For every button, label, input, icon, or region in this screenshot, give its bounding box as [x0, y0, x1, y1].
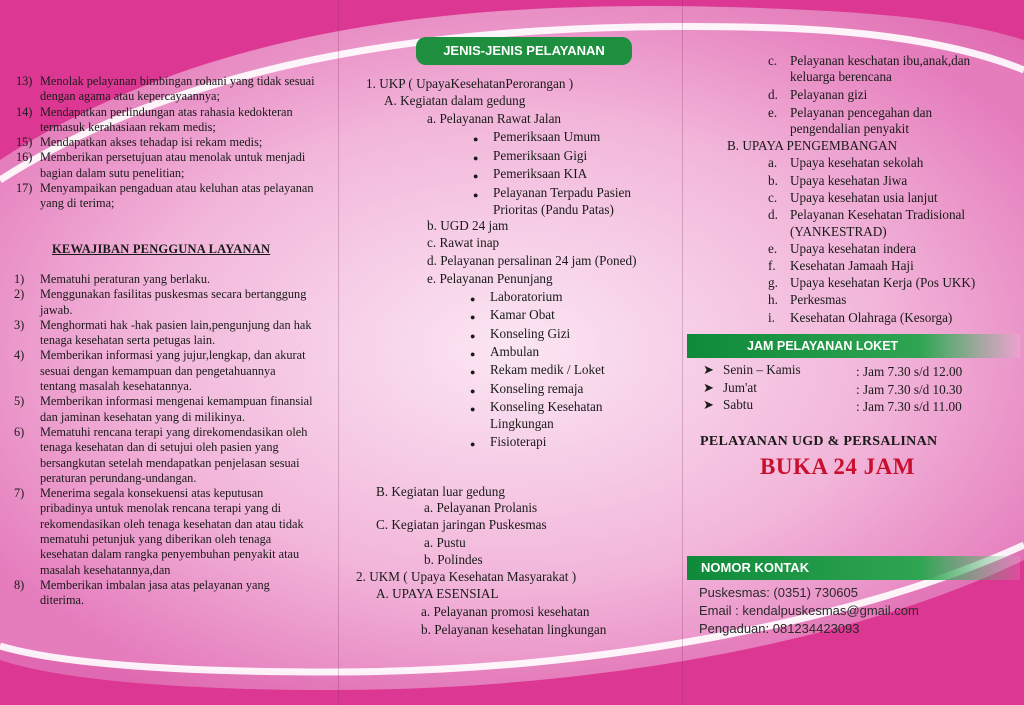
contact-banner: NOMOR KONTAK	[687, 556, 1020, 580]
list-item: 1) Mematuhi peraturan yang berlaku.	[14, 272, 211, 286]
development-item: Perkesmas	[790, 292, 847, 307]
list-item: 16) Memberikan persetujuan atau menolak untuk menjadi bagian dalam sutu penelitian;	[16, 150, 306, 180]
list-item: 7) Menerima segala konsekuensi atas keputusan pribadinya untuk menolak rencana terapi yang di rekomendasikan oleh tenaga kesehatan dan atau tidak mematuhi petunjuk yang diberikan oleh tenaga kesehatan dalam rangka penyembuhan penyakit atau masalah kesehatannya,dan	[14, 486, 304, 577]
bullet-item: ● Kamar Obat	[490, 307, 555, 323]
list-item: 13) Menolak pelayanan bimbingan rohani yang tidak sesuai dengan agama atau kepercayaannya;	[16, 74, 315, 104]
services-banner: JENIS-JENIS PELAYANAN	[416, 37, 632, 65]
essential-efforts-heading: A. UPAYA ESENSIAL	[376, 586, 499, 601]
development-item-letter: e.	[768, 241, 778, 256]
bullet-item: ● Fisioterapi	[490, 434, 546, 450]
bullet-item: ● Konseling remaja	[490, 381, 583, 397]
service-hours-banner: JAM PELAYANAN LOKET	[687, 334, 1020, 358]
schedule-day: Senin – Kamis	[723, 362, 801, 377]
fold-line-2	[682, 0, 683, 705]
list-item: 6) Mematuhi rencana terapi yang direkomendasikan oleh tenaga kesehatan dan di setujui oleh pasien yang bersangkutan setelah mendapatkan penjelasan sesuai peraturan perundang-undangan.	[14, 424, 308, 485]
schedule-time: : Jam 7.30 s/d 10.30	[856, 382, 963, 397]
development-item: Kesehatan Olahraga (Kesorga)	[790, 310, 953, 325]
list-item: 15) Mendapatkan akses tehadap isi rekam medis;	[16, 135, 263, 150]
development-item-letter: h.	[768, 292, 778, 307]
delivery-item: d. Pelayanan persalinan 24 jam (Poned)	[427, 253, 637, 268]
arrow-right-icon: ➤	[703, 397, 715, 412]
development-item-letter: g.	[768, 275, 778, 290]
contact-complaint: Pengaduan: 081234423093	[699, 621, 860, 636]
bullet-item: ● Pemeriksaan KIA	[493, 166, 587, 182]
contact-phone: Puskesmas: (0351) 730605	[699, 585, 858, 600]
essential-item: Pelayanan pencegahan dan	[790, 105, 933, 120]
list-item: 8) Memberikan imbalan jasa atas pelayanan yang diterima.	[14, 577, 270, 608]
open-24h-text: BUKA 24 JAM	[760, 454, 915, 479]
development-item: Upaya kesehatan Kerja (Pos UKK)	[790, 275, 976, 290]
ugd-item: b. UGD 24 jam	[427, 218, 509, 233]
bullet-item-continuation: Lingkungan	[490, 416, 554, 431]
obligations-list	[14, 272, 314, 609]
ukm-heading: 2. UKM ( Upaya Kesehatan Masyarakat )	[356, 569, 577, 584]
indoor-activities-heading: A. Kegiatan dalam gedung	[384, 93, 526, 108]
development-item-continuation: (YANKESTRAD)	[790, 224, 887, 239]
obligations-heading: KEWAJIBAN PENGGUNA LAYANAN	[52, 242, 271, 256]
development-item-letter: f.	[768, 258, 776, 273]
list-item: 14) Mendapatkan perlindungan atas rahasia kedokteran termasuk kerahasiaan rekam medis;	[16, 104, 293, 134]
essential-item-letter: e.	[768, 105, 778, 120]
bullet-item: ● Pelayanan Terpadu Pasien	[493, 185, 631, 201]
inpatient-item: c. Rawat inap	[427, 235, 500, 250]
development-item: Upaya kesehatan usia lanjut	[790, 190, 938, 205]
essential-item-letter: d.	[768, 87, 778, 102]
list-item: 4) Memberikan informasi yang jujur,lengkap, dan akurat sesuai dengan kemampuan dan pengetahuannya tentang masalah kesehatannya.	[14, 348, 306, 394]
ugd-delivery-title: PELAYANAN UGD & PERSALINAN	[700, 434, 938, 449]
network-activities-heading: C. Kegiatan jaringan Puskesmas	[376, 517, 547, 532]
development-item: Kesehatan Jamaah Haji	[790, 258, 914, 273]
essential-item-continuation: pengendalian penyakit	[790, 121, 910, 136]
list-item: 17) Menyampaikan pengaduan atau keluhan atas pelayanan yang di terima;	[16, 181, 314, 211]
list-item: 3) Menghormati hak -hak pasien lain,pengunjung dan hak tenaga kesehatan serta petugas lain.	[14, 317, 312, 348]
development-item-letter: b.	[768, 173, 778, 188]
rights-list-continued	[16, 74, 316, 212]
essential-item-continuation: keluarga berencana	[790, 69, 892, 84]
schedule-day: Jum'at	[723, 380, 757, 395]
essential-item: Pelayanan gizi	[790, 87, 868, 102]
essential-item-letter: c.	[768, 53, 778, 68]
arrow-right-icon: ➤	[703, 362, 715, 377]
contact-email: Email : kendalpuskesmas@gmail.com	[699, 603, 919, 618]
prolanis-item: a. Pelayanan Prolanis	[424, 500, 538, 515]
outpatient-heading: a. Pelayanan Rawat Jalan	[427, 111, 562, 126]
development-item: Pelayanan Kesehatan Tradisional	[790, 207, 966, 222]
development-item: Upaya kesehatan indera	[790, 241, 916, 256]
list-item: 5) Memberikan informasi mengenai kemampuan finansial dan jaminan kesehatan yang di milikinya.	[14, 394, 313, 424]
development-item-letter: c.	[768, 190, 778, 205]
bullet-item: ● Konseling Kesehatan	[490, 399, 602, 415]
schedule-time: : Jam 7.30 s/d 12.00	[856, 364, 963, 379]
arrow-right-icon: ➤	[703, 380, 715, 395]
essential-item: Pelayanan keschatan ibu,anak,dan	[790, 53, 971, 68]
development-item: Upaya kesehatan Jiwa	[790, 173, 908, 188]
essential-item: a. Pelayanan promosi kesehatan	[421, 604, 590, 619]
pustu-item: a. Pustu	[424, 535, 466, 550]
development-item-letter: a.	[768, 155, 778, 170]
bullet-item: ● Konseling Gizi	[490, 326, 570, 342]
support-services-heading: e. Pelayanan Penunjang	[427, 271, 553, 286]
outdoor-activities-heading: B. Kegiatan luar gedung	[376, 484, 505, 499]
bullet-item: ● Pemeriksaan Gigi	[493, 148, 587, 164]
development-item-letter: d.	[768, 207, 778, 222]
fold-line-1	[338, 0, 339, 705]
schedule-time: : Jam 7.30 s/d 11.00	[856, 399, 962, 414]
essential-item: b. Pelayanan kesehatan lingkungan	[421, 622, 607, 637]
development-item-letter: i.	[768, 310, 775, 325]
ukp-heading: 1. UKP ( UpayaKesehatanPerorangan )	[366, 76, 574, 91]
bullet-item: ● Rekam medik / Loket	[490, 362, 605, 378]
bullet-item: ● Laboratorium	[490, 289, 563, 305]
polindes-item: b. Polindes	[424, 552, 483, 567]
list-item: 2) Menggunakan fasilitas puskesmas secara bertanggung jawab.	[14, 287, 307, 317]
bullet-item-continuation: Prioritas (Pandu Patas)	[493, 202, 614, 217]
bullet-item: ● Ambulan	[490, 344, 539, 360]
bullet-item: ● Pemeriksaan Umum	[493, 129, 600, 145]
schedule-day: Sabtu	[723, 397, 754, 412]
development-item: Upaya kesehatan sekolah	[790, 155, 924, 170]
development-efforts-heading: B. UPAYA PENGEMBANGAN	[727, 138, 898, 153]
